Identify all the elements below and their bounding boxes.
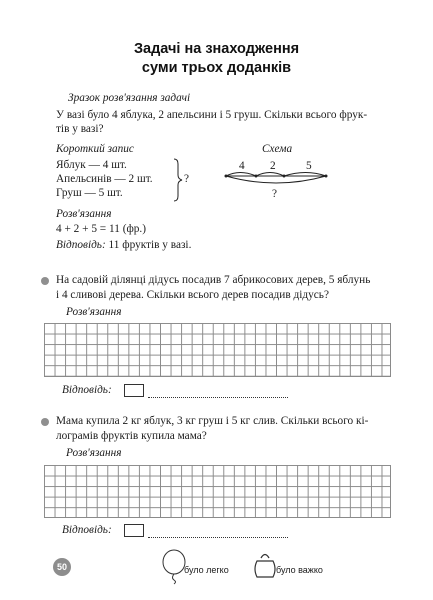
- short-record-row-2: Апельсинів — 2 шт.: [56, 173, 153, 185]
- weight-icon: [252, 549, 278, 581]
- brace-question-mark: ?: [184, 173, 190, 185]
- scheme-label: Схема: [262, 143, 293, 155]
- easy-label: було легко: [184, 565, 229, 575]
- scheme-number-1: 4: [239, 160, 245, 172]
- task2-bullet-icon: [41, 418, 49, 426]
- scheme-number-3: 5: [306, 160, 312, 172]
- task1-line1: На садовій ділянці дідусь посадив 7 абрикосових дерев, 5 яблунь: [56, 274, 371, 286]
- sample-problem-line2: тів у вазі?: [56, 123, 104, 135]
- solution-label: Розв'язання: [56, 208, 112, 220]
- task2-answer-box[interactable]: [124, 524, 144, 537]
- answer-text: 11 фруктів у вазі.: [108, 239, 192, 251]
- scheme-number-2: 2: [270, 160, 276, 172]
- solution-expression: 4 + 2 + 5 = 11 (фр.): [56, 223, 147, 235]
- curly-brace-icon: [172, 158, 184, 202]
- task2-solution-label: Розв'язання: [66, 447, 122, 459]
- task1-answer-box[interactable]: [124, 384, 144, 397]
- task1-solution-label: Розв'язання: [66, 306, 122, 318]
- short-record-row-1: Яблук — 4 шт.: [56, 159, 127, 171]
- page-title-line2: суми трьох доданків: [141, 60, 292, 76]
- sample-heading: Зразок розв'язання задачі: [68, 92, 191, 104]
- page-number: 50: [53, 558, 71, 576]
- sample-problem-line1: У вазі було 4 яблука, 2 апельсини і 5 груш. Скільки всього фрук-: [56, 109, 368, 121]
- short-record-row-3: Груш — 5 шт.: [56, 187, 123, 199]
- short-record-label: Короткий запис: [56, 143, 134, 155]
- task2-line1: Мама купила 2 кг яблук, 3 кг груш і 5 кг слив. Скільки всього кі-: [56, 415, 369, 427]
- page-title-line1: Задачі на знаходження: [133, 41, 300, 57]
- task2-answer-line[interactable]: [148, 526, 288, 538]
- task2-solution-grid[interactable]: [44, 465, 391, 518]
- sample-answer: [56, 238, 191, 253]
- scheme-question-mark: ?: [272, 188, 278, 200]
- task2-line2: лограмів фруктів купила мама?: [56, 430, 207, 442]
- task1-solution-grid[interactable]: [44, 323, 391, 377]
- task1-answer-line[interactable]: [148, 386, 288, 398]
- answer-label: Відповідь:: [56, 239, 106, 251]
- task2-answer-label: Відповідь:: [62, 524, 112, 536]
- hard-label: було важко: [276, 565, 323, 575]
- task1-bullet-icon: [41, 277, 49, 285]
- task1-answer-label: Відповідь:: [62, 384, 112, 396]
- task1-line2: і 4 сливові дерева. Скільки всього дерев посадив дідусь?: [56, 289, 329, 301]
